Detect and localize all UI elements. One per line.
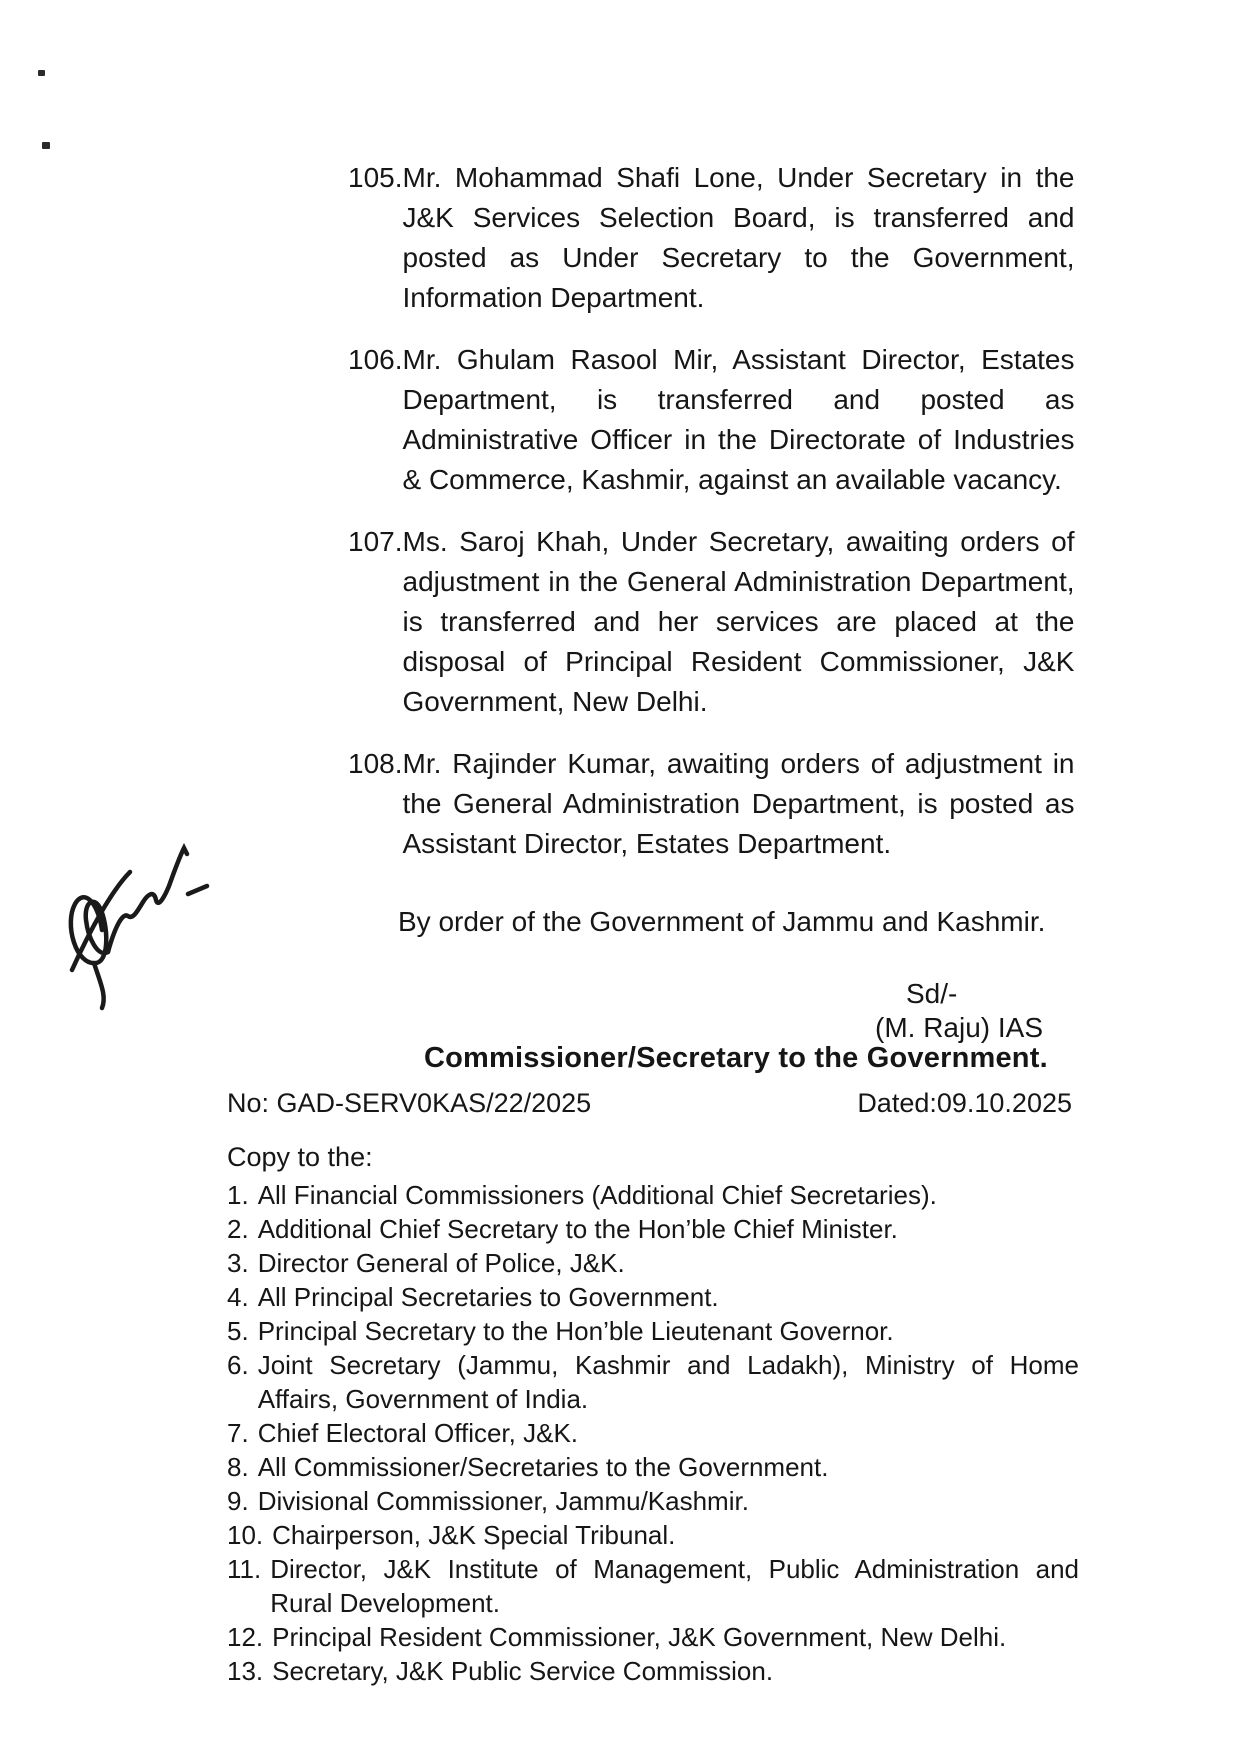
signatory-name: (M. Raju) IAS [875,1012,1044,1043]
copy-item-number: 5. [227,1316,249,1346]
copy-item-text: All Principal Secretaries to Government. [257,1282,719,1312]
copy-item-text: Principal Secretary to the Hon’ble Lieutenant Governor. [257,1316,894,1346]
copy-item-text: All Commissioner/Secretaries to the Government. [257,1452,829,1482]
copy-item-text: All Financial Commissioners (Additional Chief Secretaries). [257,1180,937,1210]
order-item-106 [348,340,1078,500]
order-text: Mr. Mohammad Shafi Lone, Under Secretary in the J&K Services Selection Board, is transferred and posted as Under Secretary to the Government, Information Department. [402,162,1075,313]
order-number: 108. [348,748,403,779]
copy-item-number: 1. [227,1180,249,1210]
order-text: Ms. Saroj Khah, Under Secretary, awaiting orders of adjustment in the General Administration Department, is transferred and her services are placed at the disposal of Principal Resident Commissioner, J&K Government, New Delhi. [402,526,1075,717]
copy-item-number: 2. [227,1214,249,1244]
copy-item-text: Divisional Commissioner, Jammu/Kashmir. [257,1486,749,1516]
order-item-105 [348,158,1078,318]
copy-to-item [227,1450,1079,1484]
orders-list [348,158,1078,886]
copy-item-number: 4. [227,1282,249,1312]
copy-to-item [227,1348,1079,1416]
order-number: 106. [348,344,403,375]
copy-to-item [227,1246,1079,1280]
copy-item-number: 10. [227,1520,264,1550]
copy-item-text: Chairperson, J&K Special Tribunal. [272,1520,676,1550]
order-item-107 [348,522,1078,722]
copy-item-number: 11. [227,1554,262,1584]
copy-to-item [227,1552,1079,1620]
copy-item-text: Joint Secretary (Jammu, Kashmir and Ladakh), Ministry of Home Affairs, Government of India. [257,1350,1079,1414]
copy-item-text: Director General of Police, J&K. [257,1248,625,1278]
by-order-statement: By order of the Government of Jammu and Kashmir. [398,906,1046,937]
copy-item-number: 6. [227,1350,249,1380]
scan-speckle [42,142,50,149]
copy-item-text: Director, J&K Institute of Management, Public Administration and Rural Development. [270,1554,1079,1618]
copy-item-number: 7. [227,1418,249,1448]
scan-speckle [38,70,45,76]
order-text: Mr. Rajinder Kumar, awaiting orders of adjustment in the General Administration Department, is posted as Assistant Director, Estates Department. [402,748,1075,859]
order-number: 105. [348,162,403,193]
copy-item-number: 13. [227,1656,264,1686]
copy-item-text: Additional Chief Secretary to the Hon’ble Chief Minister. [257,1214,898,1244]
copy-item-number: 8. [227,1452,249,1482]
copy-item-text: Chief Electoral Officer, J&K. [257,1418,579,1448]
order-date: Dated:09.10.2025 [857,1088,1072,1118]
reference-row [227,1088,1072,1119]
copy-item-text: Secretary, J&K Public Service Commission. [272,1656,774,1686]
copy-to-item [227,1654,1079,1688]
copy-item-number: 9. [227,1486,249,1516]
copy-to-item [227,1518,1079,1552]
order-text: Mr. Ghulam Rasool Mir, Assistant Director, Estates Department, is transferred and posted as Administrative Officer in the Directorate of Industries & Commerce, Kashmir, against an available vacancy. [402,344,1075,495]
handwritten-signature-icon [50,762,210,1012]
copy-to-item [227,1620,1079,1654]
signatory-designation: Commissioner/Secretary to the Government. [424,1042,1048,1074]
copy-to-item [227,1212,1079,1246]
order-number: 107. [348,526,403,557]
signature-sd: Sd/- [906,978,958,1009]
copy-to-item [227,1484,1079,1518]
copy-to-item [227,1178,1079,1212]
copy-to-item [227,1280,1079,1314]
copy-item-number: 3. [227,1248,249,1278]
copy-to-item [227,1416,1079,1450]
copy-to-item [227,1314,1079,1348]
copy-to-heading: Copy to the: [227,1142,373,1172]
order-item-108 [348,744,1078,864]
copy-item-number: 12. [227,1622,264,1652]
copy-to-list [227,1178,1079,1688]
order-reference-number: No: GAD-SERV0KAS/22/2025 [227,1088,592,1118]
copy-item-text: Principal Resident Commissioner, J&K Government, New Delhi. [272,1622,1007,1652]
